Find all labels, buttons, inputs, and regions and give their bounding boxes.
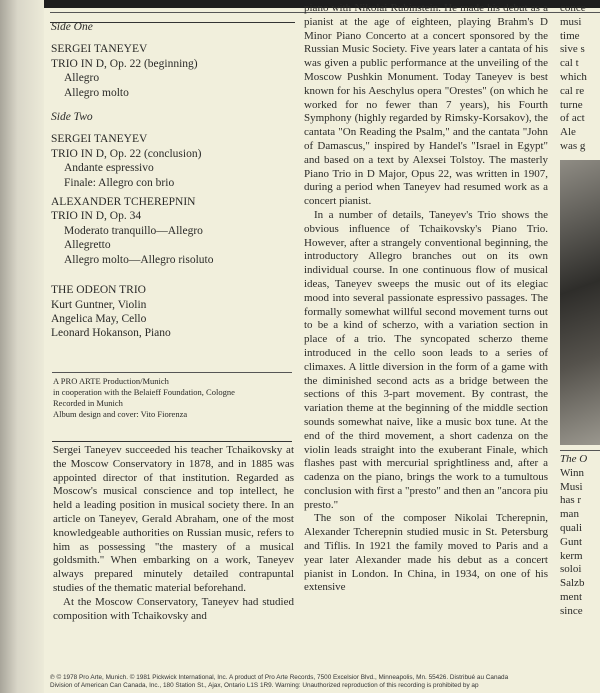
text-fragment: quali [560,521,582,534]
text-fragment: cal t [560,57,579,70]
copyright-footer [50,674,600,690]
track-listing [51,20,297,341]
production-credits [53,376,298,420]
text-fragment: was g [560,139,586,152]
text-fragment: cal re [560,84,585,97]
text-fragment: musi [560,15,582,28]
paragraph: piano with Nikolai Rubinstein. He made his debut as a pianist at the age of eighteen, playing Brahm's D Minor Piano Concerto at a concert sponsored by the Russian Music Society. Five years later a cantata of his was given a public performance at the unveiling of the Moscow Pushkin Monument. Today Taneyev is best known for his Aeschylus opera "Orestes" (on which he worked for no fewer than 7 years), his Fourth Symphony (highly regarded by Rimsky-Korsakov), the cantata "On Reading the Psalm," and the cantata "John of Damascus," inspired by Handel's "Israel in Egypt" and based on a text by Alexsei Tolstoy. The masterly Piano Trio in D Major, Opus 22, was written in 1907, during a period when Taneyev had resumed work as a concert pianist. [304,2,548,208]
text-fragment: Musi [560,480,583,493]
trio-photo [560,160,600,445]
paragraph: In a number of details, Taneyev's Trio shows the obvious influence of Tchaikovsky's Piano Trio. However, after a strangely conventional beginning, the introductory Allegro branches out on its own individual course. In one continuous flow of musical ideas, Taneyev sweeps the music out of its elegiac mood into several passionate espressivo passages. The formally somewhat willful second movement turns out to be a kind of scherzo, with a variation section in place of a trio. The syncopated scherzo theme introduced in the cello soon leads to a series of climaxes. A little diversion in the form of a game with the diminished second acts as a bridge between the sections of this 3-part movement. By contrast, the variation theme at the beginning of the middle section sounds somewhat naive, like a music box tune. At the end of the third movement, a short cadenza on the violin leads straight into the exuberant Finale, which flashes past with mercurial sprightliness and, after a cadenza on the piano, brings the work to a tumultous conclusion with first a "presto" and then an "ancora piu presto." [304,208,548,511]
paragraph: At the Moscow Conservatory, Taneyev had studied composition with Tchaikovsky and [53,595,294,622]
paragraph: Sergei Taneyev succeeded his teacher Tchaikovsky at the Moscow Conservatory in 1878, and in 1885 was appointed director of that institution. Regarded as Moscow's musical conscience and top intellect, he held a leading position in musical society there. In an article on Taneyev, Gerald Abraham, one of the most knowledgeable authorities on Russian music, refers to him as possessing "the mastery of a musical goldsmith." When embarking on a work, Taneyev always prepared minutely detailed contrapuntal studies of the thematic material beforehand. [53,444,294,594]
text-fragment: which [560,70,587,83]
movement: Finale: Allegro con brio [64,176,175,189]
text-fragment: kerm [560,549,583,562]
movement: Moderato tranquillo—Allegro [64,224,203,237]
work-title: TRIO IN D, Op. 34 [51,210,142,223]
liner-notes-middle [304,2,548,595]
text-fragment: since [560,604,583,617]
divider [52,441,292,442]
text-fragment: Salzb [560,577,585,590]
footer-line: Division of American Can Canada, Inc., 180 Station St., Ajax, Ontario L1S 1R9. Warning: Unauthorized reproduction of this recording is prohibited by ap [50,682,479,689]
text-fragment: man [560,508,579,521]
text-fragment: time [560,29,580,42]
photo-caption [560,453,600,619]
ensemble-name: THE ODEON TRIO [51,284,146,297]
side-one-label: Side One [51,21,93,33]
text-fragment: Ale [560,126,576,139]
movement: Allegro molto [64,86,129,99]
text-fragment: of act [560,112,585,125]
credit-line: in cooperation with the Belaieff Foundation, Cologne [53,387,235,397]
work-title: TRIO IN D, Op. 22 (conclusion) [51,147,202,160]
text-fragment: The O [560,453,588,465]
divider [560,450,600,451]
credit-line: Album design and cover: Vito Fiorenza [53,409,188,419]
text-fragment: Winn [560,466,584,479]
movement: Andante espressivo [64,162,154,175]
liner-notes-right-top [560,2,600,154]
text-fragment: turne [560,98,583,111]
performer: Angelica May, Cello [51,312,147,325]
credit-line: A PRO ARTE Production/Munich [53,376,169,386]
performer: Leonard Hokanson, Piano [51,327,171,340]
movement: Allegro [64,72,100,85]
text-fragment: soloi [560,563,582,576]
movement: Allegro molto—Allegro risoluto [64,253,214,266]
credit-line: Recorded in Munich [53,398,123,408]
text-fragment: sive s [560,43,585,56]
composer: SERGEI TANEYEV [51,43,148,56]
composer: SERGEI TANEYEV [51,133,148,146]
liner-notes-left [53,444,294,623]
side-two-label: Side Two [51,111,93,124]
text-fragment: conce [560,2,586,14]
text-fragment: ment [560,590,582,603]
divider [52,372,292,373]
footer-line: ℗ © 1978 Pro Arte, Munich. © 1981 Pickwick International, Inc. A product of Pro Arte Records, 7500 Excelsior Blvd., Minneapolis, Mn. 55426. Distribué au Canada [50,674,509,681]
movement: Allegretto [64,239,111,252]
shrinkwrap-edge [0,0,44,693]
text-fragment: Gunt [560,535,582,548]
paragraph: The son of the composer Nikolai Tcherepnin, Alexander Tcherepnin studied music in St. Petersburg and Tiflis. In 1921 the family moved to Paris and a year later Alexander made his debut as a concert pianist in London. In China, in 1934, on one of his extensive [304,512,548,594]
work-title: TRIO IN D, Op. 22 (beginning) [51,57,198,70]
performer: Kurt Guntner, Violin [51,298,147,311]
composer: ALEXANDER TCHEREPNIN [51,196,196,209]
text-fragment: has r [560,494,582,507]
